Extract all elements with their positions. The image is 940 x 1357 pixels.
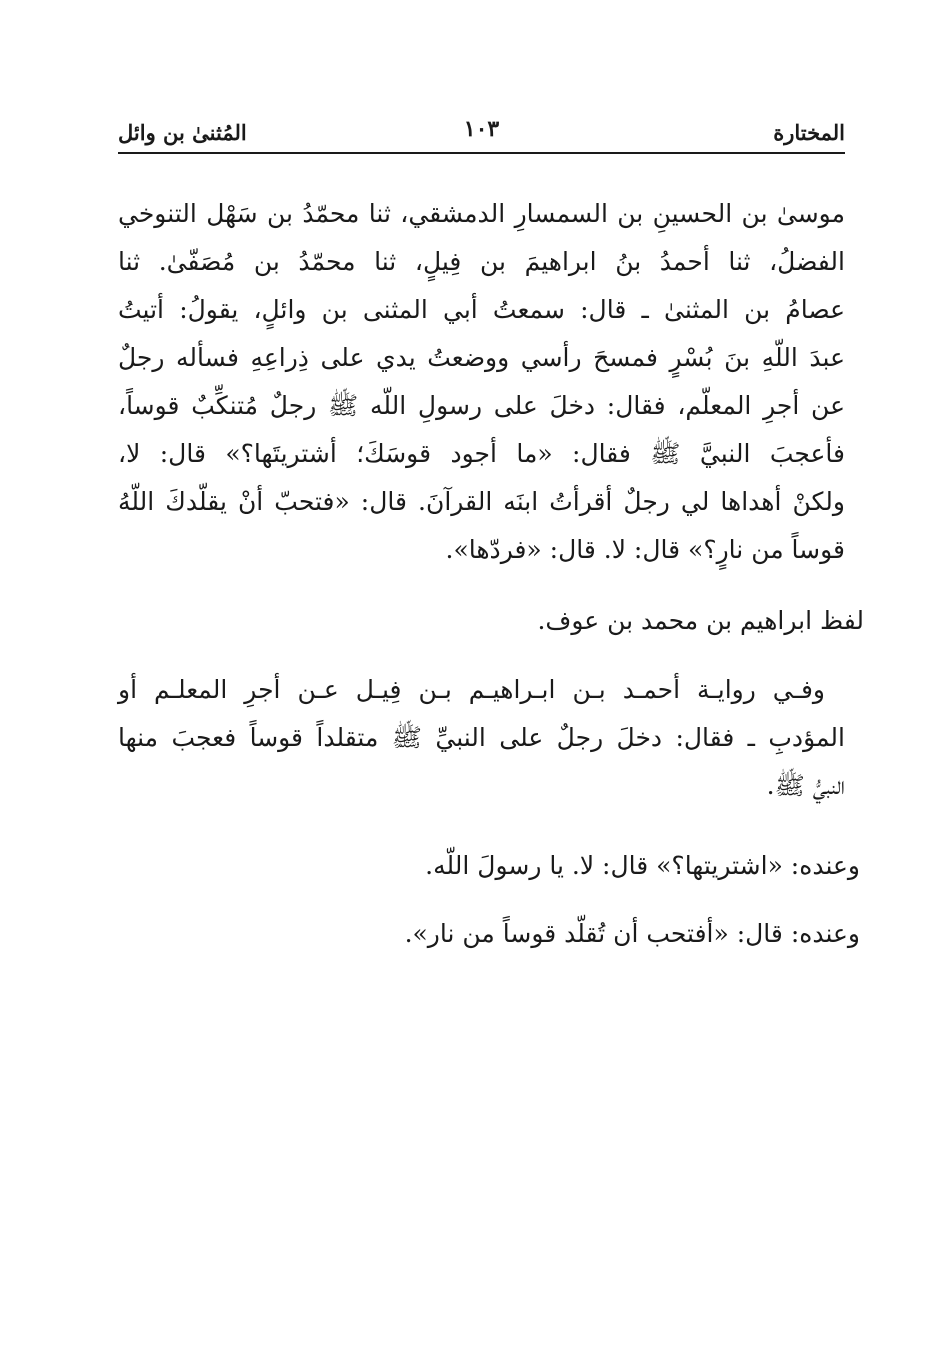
main-line-5: عن أجرِ المعلّم، فقال: دخلَ على رسولِ اللّه ﷺ رجلٌ مُتنكِّبٌ قوساً،: [118, 391, 845, 420]
main-line-6: فأعجبَ النبيَّ ﷺ فقال: «ما أجود قوسَكَ؛ أشتريتَها؟» قال: لا،: [118, 439, 845, 468]
note-line-1: وعنده: «اشتريتها؟» قال: لا. يا رسولَ اللّه.: [425, 851, 860, 880]
note-line-2: وعنده: قال: «أفتحب أن تُقلّد قوساً من نار».: [404, 919, 860, 948]
attribution-line: لفظ ابراهيم بن محمد بن عوف.: [537, 606, 864, 635]
main-paragraph: [118, 190, 845, 574]
main-line-2: الفضلُ، ثنا أحمدُ بنُ ابراهيمَ بن فِيلٍ، ثنا محمّدُ بن مُصَفّىٰ. ثنا: [118, 247, 845, 276]
section-title: المُثنىٰ بن وائل: [118, 120, 247, 145]
second-paragraph: [118, 666, 845, 810]
main-line-3: عصامُ بن المثنىٰ ـ قال: سمعتُ أبي المثنى بن وائلٍ، يقولُ: أتيتُ: [118, 295, 845, 324]
header-rule: [118, 152, 845, 154]
main-line-8: قوساً من نارٍ؟» قال: لا. قال: «فردّها».: [445, 535, 845, 564]
main-line-7: ولكنْ أهداها لي رجلٌ أقرأتُ ابنَه القرآنَ. قال: «فتحبّ أنْ يقلّدكَ اللّهُ: [118, 487, 845, 516]
running-head: [118, 112, 845, 152]
second-line-3: النبيُّ ﷺ.: [766, 771, 845, 800]
page-number: ١٠٣: [463, 116, 500, 142]
second-line-2: المؤدبِ ـ فقال: دخلَ رجلٌ على النبيِّ ﷺ متقلداً قوساً فعجبَ منها: [118, 723, 845, 752]
main-line-1: موسىٰ بن الحسينِ بن السمسارِ الدمشقي، ثنا محمّدُ بن سَهْل التنوخي: [118, 199, 845, 228]
book-title: المختارة: [773, 120, 845, 145]
second-line-1: وفـي روايـة أحمـد بـن ابـراهيـم بـن فِيـل عـن أجرِ المعلـم أو: [118, 675, 825, 704]
main-line-4: عبدَ اللّهِ بنَ بُسْرٍ فمسحَ رأسي ووضعتُ يدي على ذِراعِهِ فسأله رجلٌ: [118, 343, 845, 372]
